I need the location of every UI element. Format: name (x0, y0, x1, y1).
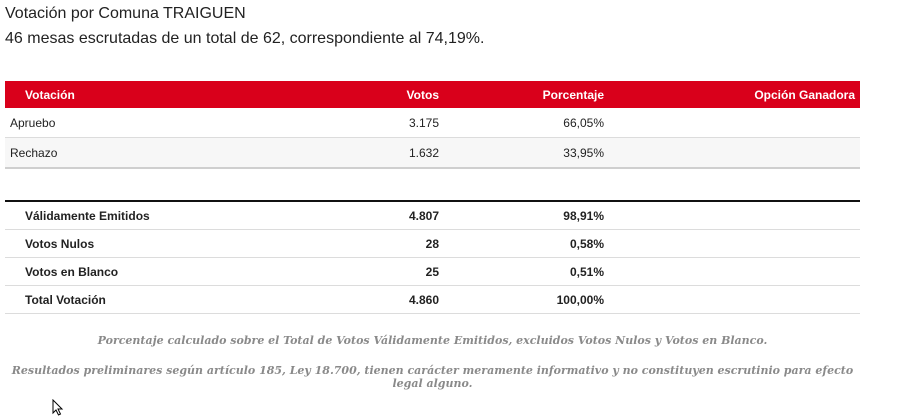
option-winner (604, 108, 860, 138)
total-label: Votos en Blanco (5, 258, 260, 286)
total-label: Votos Nulos (5, 230, 260, 258)
total-percent: 0,51% (439, 258, 604, 286)
total-label: Total Votación (5, 286, 260, 314)
option-percent: 66,05% (439, 108, 604, 138)
total-votes: 25 (260, 258, 439, 286)
totals-row (5, 258, 860, 286)
mouse-pointer-icon (52, 399, 64, 416)
total-percent: 0,58% (439, 230, 604, 258)
legal-note: Resultados preliminares según artículo 185, Ley 18.700, tienen carácter meramente informativo y no constituyen escrutinio para efecto legal alguno. (11, 364, 854, 390)
option-votes: 1.632 (260, 138, 439, 169)
totals-row (5, 201, 860, 230)
total-percent: 100,00% (439, 286, 604, 314)
totals-table (5, 200, 860, 314)
page-title: Votación por Comuna TRAIGUEN (5, 5, 246, 22)
totals-row (5, 230, 860, 258)
column-header-votacion: Votación (5, 81, 260, 108)
option-winner (604, 138, 860, 169)
option-name: Apruebo (5, 108, 260, 138)
total-label: Válidamente Emitidos (5, 201, 260, 230)
page-subtitle: 46 mesas escrutadas de un total de 62, correspondiente al 74,19%. (5, 30, 485, 47)
total-votes: 4.807 (260, 201, 439, 230)
column-header-opcion-ganadora: Opción Ganadora (604, 81, 860, 108)
total-votes: 28 (260, 230, 439, 258)
option-votes: 3.175 (260, 108, 439, 138)
percent-note: Porcentaje calculado sobre el Total de Votos Válidamente Emitidos, excluidos Votos Nulos y Votos en Blanco. (97, 334, 768, 347)
results-table (5, 81, 860, 169)
total-votes: 4.860 (260, 286, 439, 314)
option-name: Rechazo (5, 138, 260, 169)
option-percent: 33,95% (439, 138, 604, 169)
totals-row (5, 286, 860, 314)
table-row (5, 138, 860, 169)
table-row (5, 108, 860, 138)
total-percent: 98,91% (439, 201, 604, 230)
column-header-votos: Votos (260, 81, 439, 108)
column-header-porcentaje: Porcentaje (439, 81, 604, 108)
results-header-row (5, 81, 860, 108)
